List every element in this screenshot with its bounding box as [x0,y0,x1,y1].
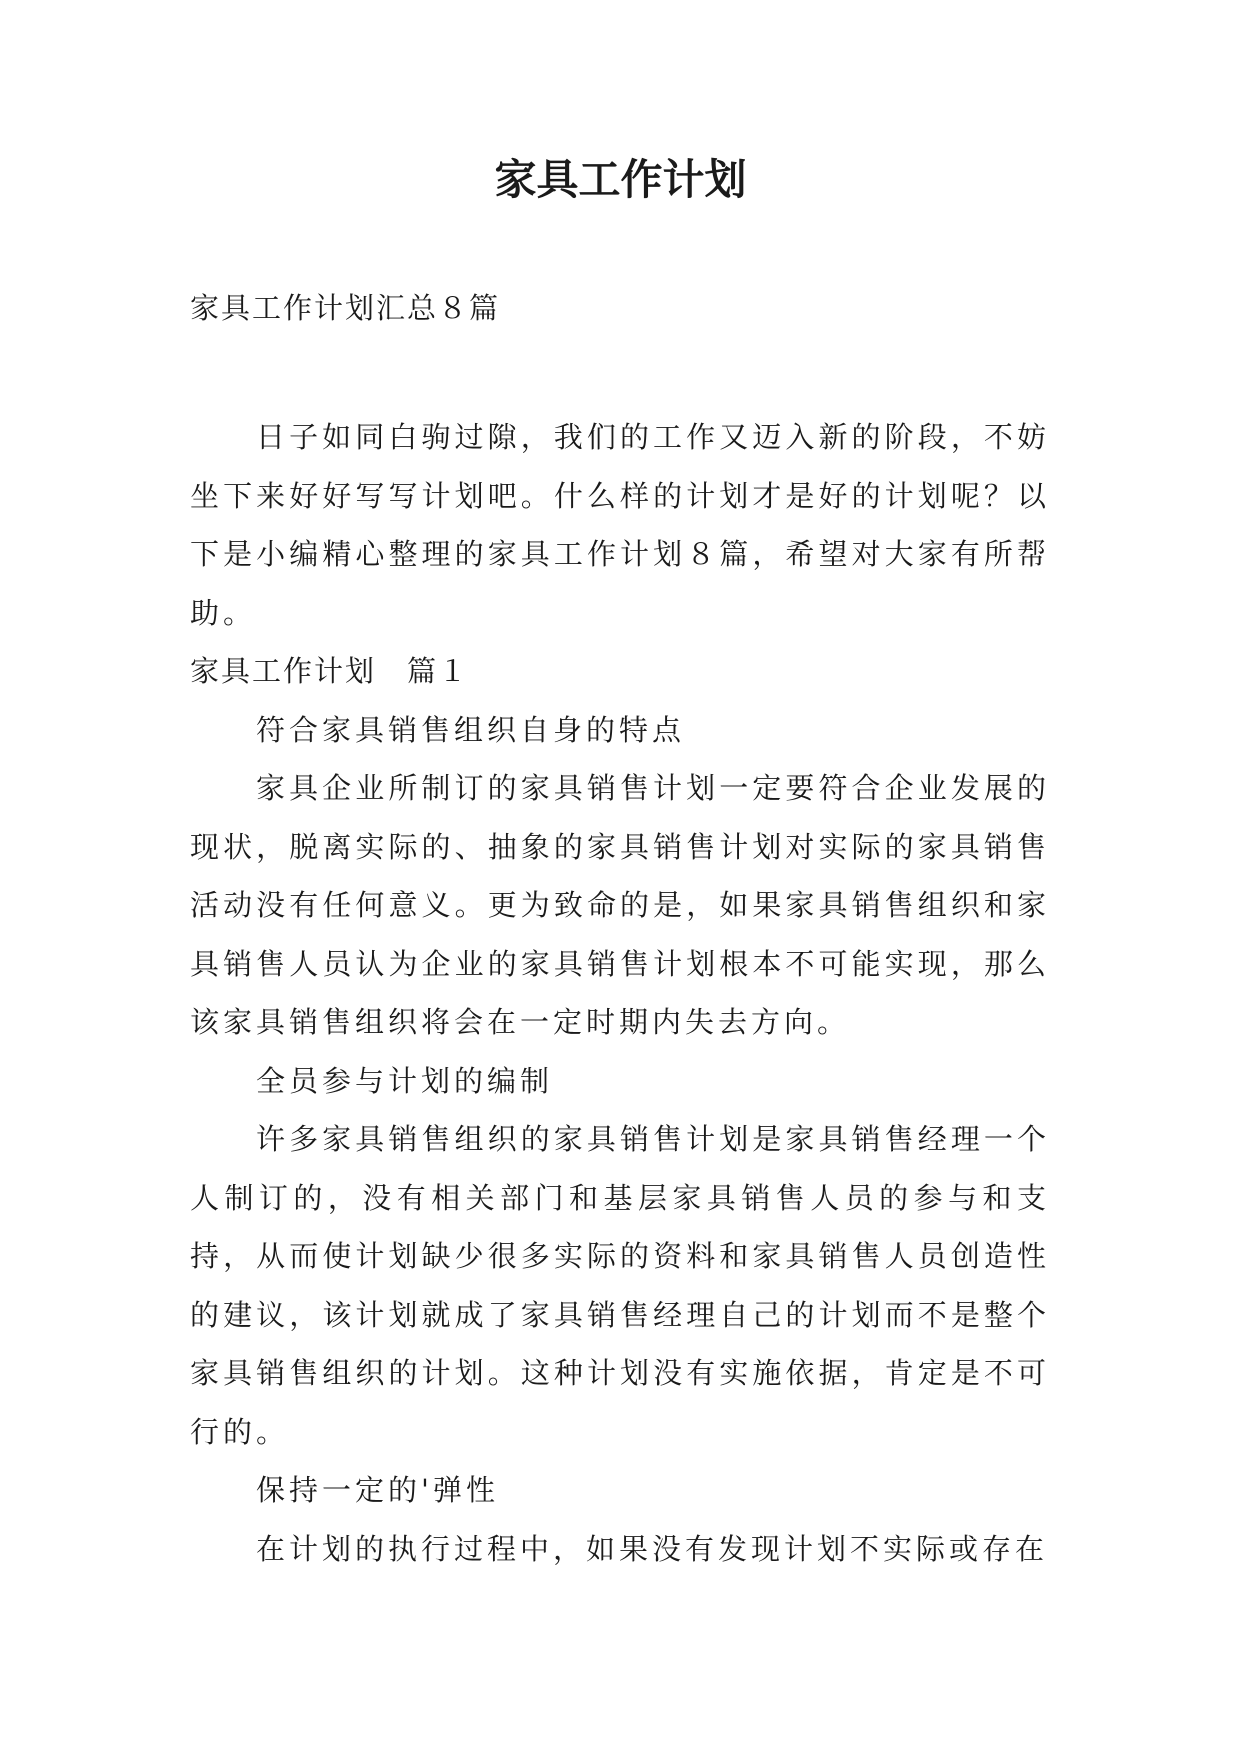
body-paragraph: 家具企业所制订的家具销售计划一定要符合企业发展的现状，脱离实际的、抽象的家具销售计划对实际的家具销售活动没有任何意义。更为致命的是，如果家具销售组织和家具销售人员认为企业的家具销售计划根本不可能实现，那么该家具销售组织将会在一定时期内失去方向。 [190,771,1050,1039]
body-paragraph: 许多家具销售组织的家具销售计划是家具销售经理一个人制订的，没有相关部门和基层家具销售人员的参与和支持，从而使计划缺少很多实际的资料和家具销售人员创造性的建议，该计划就成了家具销售经理自己的计划而不是整个家具销售组织的计划。这种计划没有实施依据，肯定是不可行的。 [190,1122,1050,1449]
point-heading: 符合家具销售组织自身的特点 [256,712,686,747]
intro-paragraph: 日子如同白驹过隙，我们的工作又迈入新的阶段，不妨坐下来好好写写计划吧。什么样的计划才是好的计划呢？以下是小编精心整理的家具工作计划８篇，希望对大家有所帮助。 [190,420,1050,630]
body-paragraph: 在计划的执行过程中，如果没有发现计划不实际或存在 [256,1531,1049,1566]
document-title: 家具工作计划 [494,155,747,204]
section-heading: 家具工作计划 篇１ [190,654,470,688]
document-subtitle: 家具工作计划汇总８篇 [190,291,501,325]
point-heading: 保持一定的'弹性 [256,1473,499,1507]
point-heading: 全员参与计划的编制 [256,1063,554,1098]
document-body [190,408,1050,1578]
